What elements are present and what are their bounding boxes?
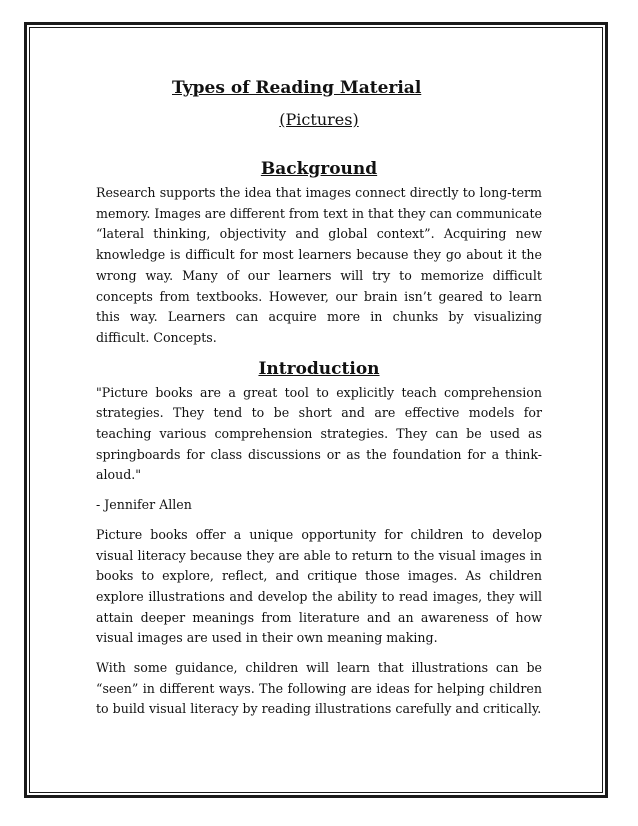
quote-attribution: - Jennifer Allen bbox=[96, 497, 192, 513]
document-body bbox=[96, 78, 542, 720]
document-title: Types of Reading Material bbox=[172, 78, 422, 98]
background-paragraph: Research supports the idea that images connect directly to long-term memory. Images are different from text in that they can communicate “lateral thinking, objectivity and global context”. Acquiring new knowledge is difficult for most learners because they go about it the wrong way. Many of our learners will try to memorize difficult concepts from textbooks. However, our brain isn’t geared to learn this way. Learners can acquire more in chunks by visualizing difficult. Concepts. bbox=[96, 185, 542, 345]
introduction-quote: "Picture books are a great tool to explicitly teach comprehension strategies. They tend to be short and are effective models for teaching various comprehension strategies. They can be used as springboards for class discussions or as the foundation for a think-aloud." bbox=[96, 384, 542, 483]
document-subtitle: (Pictures) bbox=[279, 110, 359, 129]
introduction-heading: Introduction bbox=[258, 358, 380, 379]
introduction-paragraph-1: Picture books offer a unique opportunity for children to develop visual literacy because they are able to return to the visual images in books to explore, reflect, and critique those images. As children explore illustrations and develop the ability to read images, they will attain deeper meanings from literature and an awareness of how visual images are used in their own meaning making. bbox=[96, 526, 542, 646]
background-heading: Background bbox=[260, 159, 378, 179]
introduction-paragraph-2: With some guidance, children will learn that illustrations can be “seen” in different ways. The following are ideas for helping children to build visual literacy by reading illustrations carefully and critically. bbox=[96, 660, 542, 717]
